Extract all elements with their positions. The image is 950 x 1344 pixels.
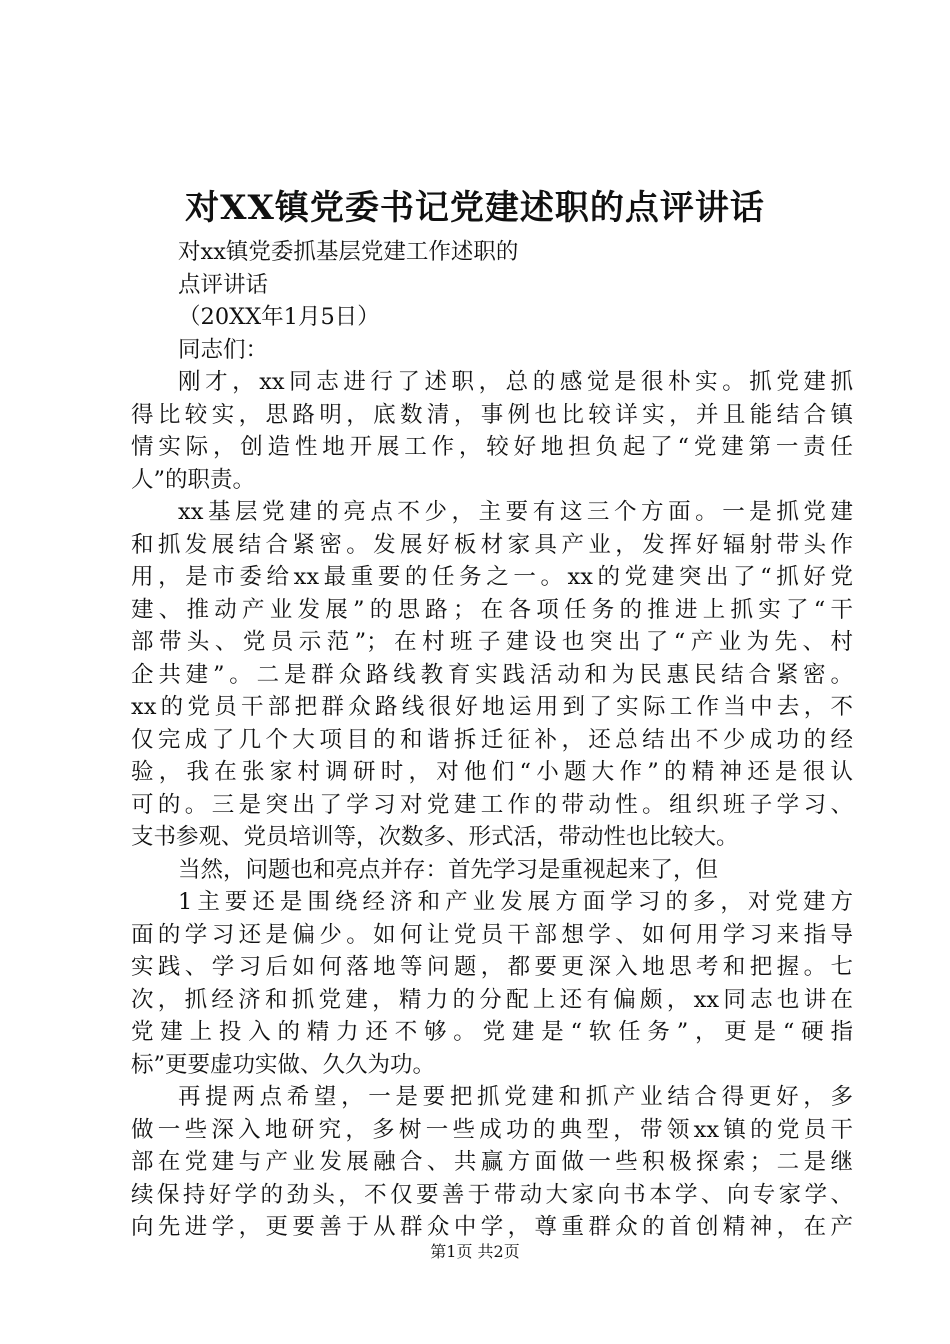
body-text-line: 再提两点希望，一是要把抓党建和抓产业结合得更好，多	[178, 1084, 853, 1110]
page-footer: 第1页 共2页	[430, 1242, 520, 1261]
body-text-line: 得比较实，思路明，底数清，事例也比较详实，并且能结合镇	[131, 401, 853, 428]
body-text-line: xx的党员干部把群众路线很好地运用到了实际工作当中去，不	[131, 694, 853, 720]
body-text-line: 企共建”。二是群众路线教育实践活动和为民惠民结合紧密。	[131, 661, 853, 688]
document-title: 对XX镇党委书记党建述职的点评讲话	[185, 188, 765, 228]
body-text-line: 情实际，创造性地开展工作，较好地担负起了“党建第一责任	[131, 434, 853, 460]
body-text-line: 1主要还是围绕经济和产业发展方面学习的多，对党建方	[178, 889, 853, 915]
body-text-line: 建、推动产业发展”的思路；在各项任务的推进上抓实了“干	[131, 596, 853, 623]
body-text-line: 面的学习还是偏少。如何让党员干部想学、如何用学习来指导	[131, 921, 853, 948]
body-text-line: 仅完成了几个大项目的和谐拆迁征补，还总结出不少成功的经	[131, 726, 853, 753]
body-text-line: 验，我在张家村调研时，对他们“小题大作”的精神还是很认	[131, 759, 853, 785]
body-text-line: 同志们：	[178, 336, 269, 363]
body-text-line: 和抓发展结合紧密。发展好板材家具产业，发挥好辐射带头作	[131, 531, 853, 558]
document-body	[131, 236, 853, 1244]
body-text-line: 部带头、党员示范”；在村班子建设也突出了“产业为先、村	[131, 629, 853, 655]
body-text-line: 点评讲话	[178, 271, 269, 298]
body-text-line: 人”的职责。	[131, 466, 256, 493]
body-text-line: 刚才，xx同志进行了述职，总的感觉是很朴实。抓党建抓	[178, 369, 853, 395]
body-text-line: 实践、学习后如何落地等问题，都要更深入地思考和把握。七	[131, 954, 853, 980]
body-text-line: 续保持好学的劲头，不仅要善于带动大家向书本学、向专家学、	[131, 1181, 853, 1208]
body-text-line: 党建上投入的精力还不够。党建是“软任务”，更是“硬指	[131, 1019, 853, 1045]
body-text-line: xx基层党建的亮点不少，主要有这三个方面。一是抓党建	[178, 499, 853, 525]
body-text-line: 对xx镇党委抓基层党建工作述职的	[178, 239, 519, 265]
body-text-line: 可的。三是突出了学习对党建工作的带动性。组织班子学习、	[131, 791, 853, 818]
body-text-line: 标”更要虚功实做、久久为功。	[131, 1051, 436, 1078]
body-text-line: 支书参观、党员培训等，次数多、形式活，带动性也比较大。	[131, 824, 739, 850]
body-text-line: 部在党建与产业发展融合、共赢方面做一些积极探索；二是继	[131, 1149, 853, 1175]
body-text-line: 向先进学，更要善于从群众中学，尊重群众的首创精神，在产	[131, 1214, 853, 1240]
body-text-line: 做一些深入地研究，多树一些成功的典型，带领xx镇的党员干	[131, 1116, 853, 1143]
body-text-line: 次，抓经济和抓党建，精力的分配上还有偏颇，xx同志也讲在	[131, 986, 853, 1013]
body-text-line: 用，是市委给xx最重要的任务之一。xx的党建突出了“抓好党	[131, 564, 853, 590]
body-text-line: （20XX年1月5日）	[178, 304, 380, 330]
body-text-line: 当然，问题也和亮点并存：首先学习是重视起来了，但	[178, 856, 719, 883]
